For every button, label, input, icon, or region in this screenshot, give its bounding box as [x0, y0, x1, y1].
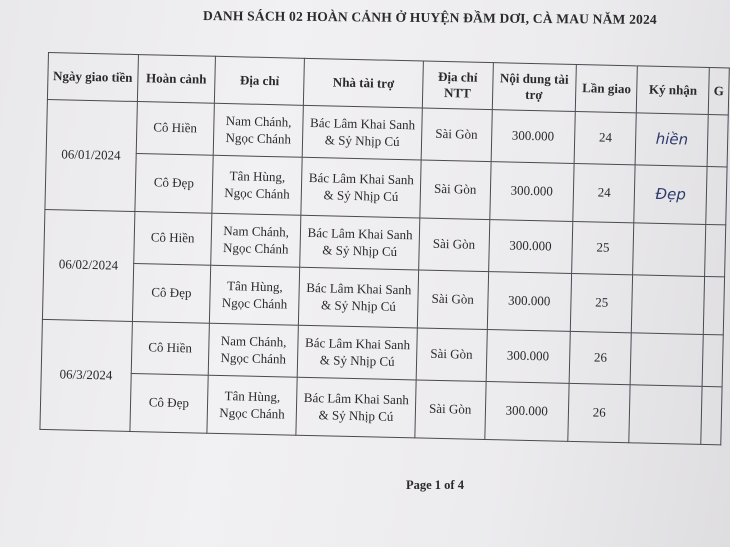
- sponsor-cell: Bác Lâm Khai Sanh & Sỷ Nhịp Cú: [298, 325, 418, 380]
- amount-cell: 300.000: [488, 220, 573, 274]
- extra-column-cell: [706, 166, 727, 224]
- beneficiary-name-cell: Cô Đẹp: [135, 154, 214, 214]
- amount-cell: 300.000: [491, 110, 576, 164]
- delivery-date-cell: 06/3/2024: [40, 319, 132, 431]
- delivery-date-cell: 06/01/2024: [45, 99, 137, 211]
- extra-column-cell: [702, 334, 723, 386]
- header-cell: Hoàn cảnh: [137, 55, 215, 104]
- round-cell: 25: [572, 221, 635, 274]
- header-cell: G: [708, 68, 729, 115]
- sponsor-cell: Bác Lâm Khai Sanh & Sỷ Nhịp Cú: [300, 215, 420, 270]
- sponsor-address-cell: Sài Gòn: [419, 218, 490, 272]
- header-cell: Nhà tài trợ: [304, 58, 424, 108]
- extra-column-cell: [707, 114, 728, 166]
- header-cell: Ngày giao tiền: [47, 53, 138, 102]
- sponsor-address-cell: Sài Gòn: [420, 160, 491, 220]
- amount-cell: 300.000: [487, 272, 572, 332]
- amount-cell: 300.000: [484, 382, 569, 442]
- beneficiary-name-cell: Cô Đẹp: [132, 263, 211, 323]
- extra-column-cell: [701, 386, 722, 444]
- round-cell: 26: [568, 383, 631, 442]
- table-body: [40, 99, 728, 444]
- address-cell: Tân Hùng, Ngọc Chánh: [207, 375, 298, 435]
- page-number: Page 1 of 4: [406, 478, 464, 492]
- header-cell: Địa chỉ NTT: [422, 61, 493, 110]
- round-cell: 25: [570, 273, 633, 332]
- sponsor-cell: Bác Lâm Khai Sanh & Sỷ Nhịp Cú: [303, 105, 423, 160]
- signature-cell: hiền: [636, 113, 709, 167]
- amount-cell: 300.000: [489, 162, 574, 222]
- sponsor-cell: Bác Lâm Khai Sanh & Sỷ Nhịp Cú: [301, 157, 421, 218]
- delivery-date-cell: 06/02/2024: [42, 209, 134, 321]
- header-cell: Ký nhận: [637, 66, 710, 115]
- address-cell: Nam Chánh, Ngọc Chánh: [213, 103, 303, 157]
- sponsor-cell: Bác Lâm Khai Sanh & Sỷ Nhịp Cú: [299, 267, 419, 328]
- document-title: DANH SÁCH 02 HOÀN CẢNH Ở HUYỆN ĐẦM DƠI, CÀ MAU NĂM 2024: [203, 8, 657, 27]
- beneficiary-name-cell: Cô Hiền: [131, 321, 210, 375]
- sponsor-cell: Bác Lâm Khai Sanh & Sỷ Nhịp Cú: [296, 377, 416, 438]
- address-cell: Tân Hùng, Ngọc Chánh: [212, 155, 303, 215]
- table-container: [39, 52, 729, 445]
- amount-cell: 300.000: [486, 330, 571, 384]
- sponsor-address-cell: Sài Gòn: [416, 328, 487, 382]
- header-cell: Địa chỉ: [214, 56, 304, 105]
- signature-cell: [631, 333, 704, 387]
- sponsor-address-cell: Sài Gòn: [417, 270, 488, 330]
- beneficiary-table: [39, 52, 729, 445]
- sponsor-address-cell: Sài Gòn: [415, 380, 486, 440]
- extra-column-cell: [703, 276, 724, 334]
- address-cell: Nam Chánh, Ngọc Chánh: [208, 323, 298, 377]
- address-cell: Tân Hùng, Ngọc Chánh: [209, 265, 300, 325]
- header-cell: Lần giao: [575, 64, 638, 112]
- signature-cell: [632, 275, 705, 335]
- round-cell: 24: [574, 111, 637, 164]
- extra-column-cell: [705, 224, 726, 276]
- beneficiary-name-cell: Cô Hiền: [136, 102, 215, 156]
- sponsor-address-cell: Sài Gòn: [421, 108, 492, 162]
- header-cell: Nội dung tài trợ: [492, 63, 577, 112]
- signature-cell: [633, 223, 706, 277]
- address-cell: Nam Chánh, Ngọc Chánh: [211, 213, 301, 267]
- signature-cell: [629, 385, 702, 445]
- round-cell: 24: [573, 163, 636, 222]
- beneficiary-name-cell: Cô Hiền: [133, 212, 212, 266]
- beneficiary-name-cell: Cô Đẹp: [130, 373, 209, 433]
- signature-cell: Đẹp: [634, 165, 707, 225]
- round-cell: 26: [569, 331, 632, 384]
